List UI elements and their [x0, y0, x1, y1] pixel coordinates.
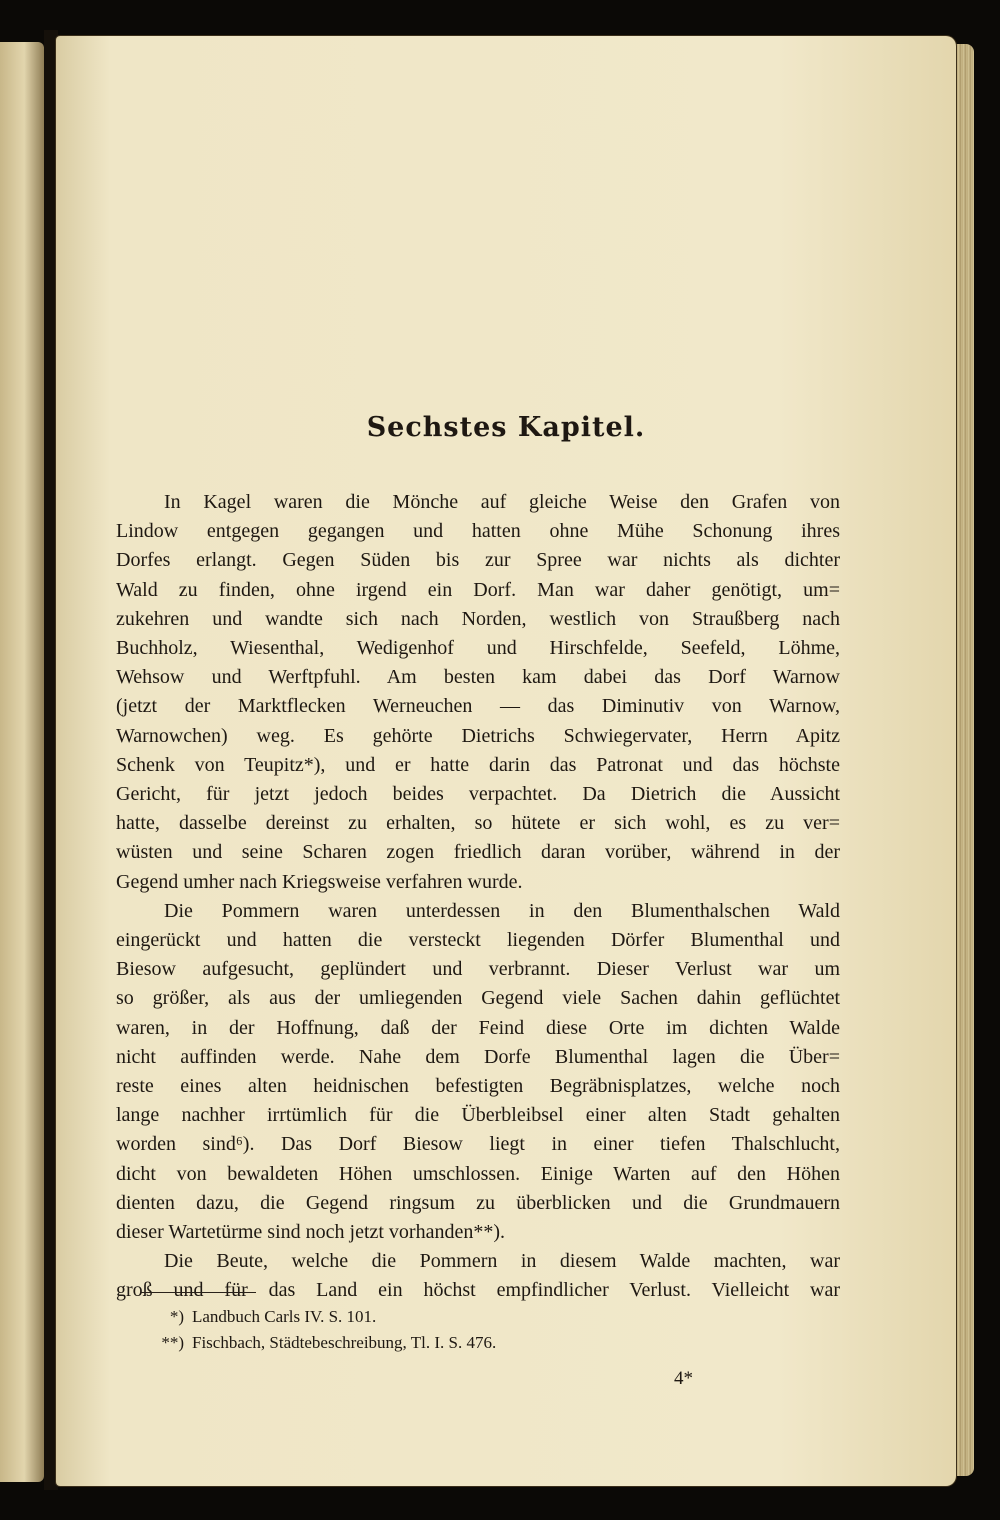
footnote-rule — [140, 1292, 256, 1293]
text-line: wüsten und seine Scharen zogen friedlich daran vorüber, während in der — [116, 841, 840, 864]
text-line: dienten dazu, die Gegend ringsum zu überblicken und die Grundmauern — [116, 1191, 840, 1214]
text-line: dicht von bewaldeten Höhen umschlossen. Einige Warten auf den Höhen — [116, 1162, 840, 1185]
text-line: Schenk von Teupitz*), und er hatte darin das Patronat und das höchste — [116, 753, 840, 776]
text-line: Gegend umher nach Kriegsweise verfahren wurde. — [116, 870, 523, 893]
text-line: waren, in der Hoffnung, daß der Feind diese Orte im dichten Walde — [116, 1016, 840, 1039]
text-line: In Kagel waren die Mönche auf gleiche Weise den Grafen von — [164, 491, 840, 513]
footnote-text: Fischbach, Städtebeschreibung, Tl. I. S. 476. — [192, 1333, 497, 1352]
text-line: Wehsow und Werftpfuhl. Am besten kam dabei das Dorf Warnow — [116, 666, 840, 689]
text-line: eingerückt und hatten die versteckt liegenden Dörfer Blumenthal und — [116, 929, 840, 952]
text-line: worden sind⁶). Das Dorf Biesow liegt in einer tiefen Thalschlucht, — [116, 1133, 840, 1156]
footnote-text: Landbuch Carls IV. S. 101. — [192, 1307, 377, 1326]
text-line: hatte, dasselbe dereinst zu erhalten, so hütete er sich wohl, es zu ver= — [116, 812, 840, 835]
text-line: Warnowchen) weg. Es gehörte Dietrichs Schwiegervater, Herrn Apitz — [116, 724, 840, 747]
text-line: Gericht, für jetzt jedoch beides verpachtet. Da Dietrich die Aussicht — [116, 783, 840, 806]
signature-mark: 4* — [674, 1368, 693, 1389]
text-line: Wald zu finden, ohne irgend ein Dorf. Man war daher genötigt, um= — [116, 578, 840, 601]
footnote — [136, 1330, 836, 1356]
body-text — [116, 488, 840, 1306]
text-line: Dorfes erlangt. Gegen Süden bis zur Spree war nichts als dichter — [116, 549, 840, 572]
text-line: zukehren und wandte sich nach Norden, westlich von Straußberg nach — [116, 607, 840, 630]
text-line: nicht auffinden werde. Nahe dem Dorfe Blumenthal lagen die Über= — [116, 1045, 840, 1068]
footnote-mark: **) — [161, 1333, 184, 1352]
text-line: Lindow entgegen gegangen und hatten ohne Mühe Schonung ihres — [116, 520, 840, 543]
text-line: lange nachher irrtümlich für die Überbleibsel einer alten Stadt gehalten — [116, 1104, 840, 1127]
text-line: Die Pommern waren unterdessen in den Blumenthalschen Wald — [164, 899, 840, 922]
footnotes — [136, 1304, 836, 1356]
text-line: Biesow aufgesucht, geplündert und verbrannt. Dieser Verlust war um — [116, 958, 840, 981]
footnote-mark: *) — [169, 1307, 184, 1326]
text-line: so größer, als aus der umliegenden Gegend viele Sachen dahin geflüchtet — [116, 987, 840, 1010]
footnote — [136, 1304, 836, 1330]
text-line: groß und für das Land ein höchst empfindlicher Verlust. Vielleicht war — [116, 1279, 840, 1302]
text-line: dieser Wartetürme sind noch jetzt vorhanden**). — [116, 1221, 506, 1244]
text-line: Die Beute, welche die Pommern in diesem Walde machten, war — [164, 1250, 840, 1273]
text-line: reste eines alten heidnischen befestigten Begräbnisplatzes, welche noch — [116, 1075, 840, 1098]
facing-page-edge — [0, 42, 44, 1482]
text-line: Buchholz, Wiesenthal, Wedigenhof und Hirschfelde, Seefeld, Löhme, — [116, 637, 840, 660]
chapter-heading: Sechstes Kapitel. — [366, 412, 646, 443]
text-line: (jetzt der Marktflecken Werneuchen — das Diminutiv von Warnow, — [116, 695, 840, 718]
